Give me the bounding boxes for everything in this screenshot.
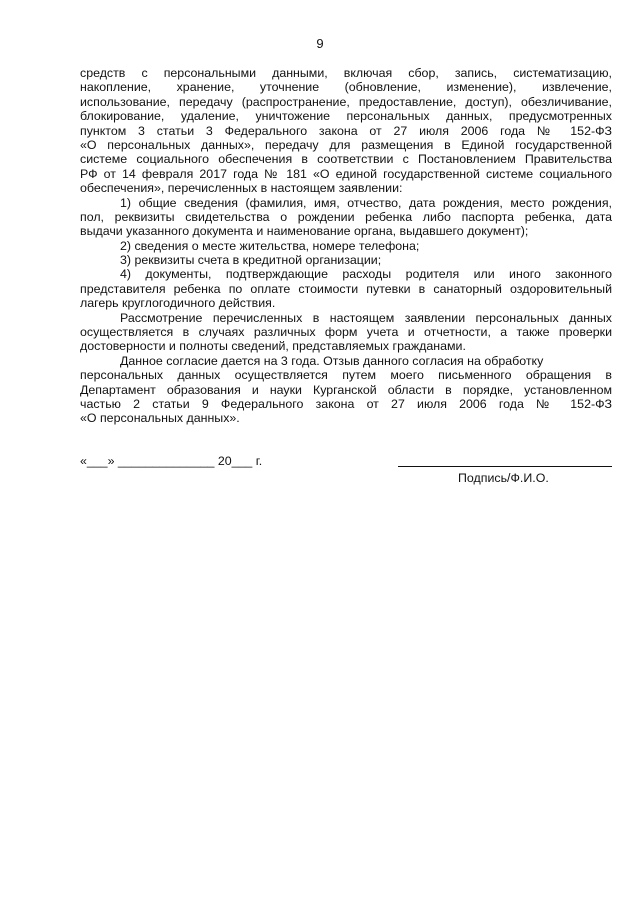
consent-body-text — [80, 66, 612, 426]
text-line: средств с персональными данными, включая сбор, запись, систематизацию, — [80, 66, 612, 80]
page-number: 9 — [316, 36, 324, 51]
text-line: частью 2 статьи 9 Федерального закона от 27 июля 2006 года № 152-ФЗ — [80, 396, 612, 411]
list-item-documents: 4) документы, подтверждающие расходы родителя или иного законного — [120, 267, 612, 282]
text-line: Департамент образования и науки Курганской области в порядке, установленном — [80, 382, 612, 397]
text-line: выдачи указанного документа и наименование органа, выдавшего документ); — [80, 224, 529, 239]
list-item-bank-account: 3) реквизиты счета в кредитной организации; — [120, 253, 382, 268]
paragraph-review: Рассмотрение перечисленных в настоящем заявлении персональных данных — [120, 310, 612, 325]
text-line: накопление, хранение, уточнение (обновление, изменение), извлечение, — [80, 80, 612, 95]
date-field: «___» ______________ 20___ г. — [80, 454, 263, 468]
text-line: пунктом 3 статьи 3 Федерального закона от 27 июля 2006 года № 152-ФЗ — [80, 123, 612, 138]
text-line: пол, реквизиты свидетельства о рождении ребенка либо паспорта ребенка, дата — [80, 209, 612, 224]
text-line: представителя ребенка по оплате стоимости путевки в санаторный оздоровительный — [80, 281, 612, 296]
text-line: осуществляется в случаях различных форм учета и отчетности, а также проверки — [80, 325, 612, 340]
text-line: достоверности и полноты сведений, представляемых гражданами. — [80, 339, 466, 354]
signature-caption: Подпись/Ф.И.О. — [458, 471, 549, 485]
list-item-general-info: 1) общие сведения (фамилия, имя, отчество, дата рождения, место рождения, — [120, 195, 612, 210]
text-line: РФ от 14 февраля 2017 года № 181 «О единой государственной системе социального — [80, 166, 612, 181]
text-line: «О персональных данных». — [80, 411, 240, 426]
text-line: обеспечения», перечисленных в настоящем заявлении: — [80, 181, 403, 196]
text-line: персональных данных осуществляется путем моего письменного обращения в — [80, 368, 612, 383]
text-line: «О персональных данных», передачу для размещения в Единой государственной — [80, 137, 612, 152]
signature-block — [80, 454, 612, 494]
text-line: лагерь круглогодичного действия. — [80, 296, 276, 311]
signature-line — [398, 466, 612, 467]
text-line: использование, передачу (распространение, предоставление, доступ), обезличивание, — [80, 94, 612, 109]
text-line: блокирование, удаление, уничтожение персональных данных, предусмотренных — [80, 109, 612, 124]
paragraph-consent-term: Данное согласие дается на 3 года. Отзыв данного согласия на обработку — [120, 353, 544, 368]
list-item-residence: 2) сведения о месте жительства, номере телефона; — [120, 238, 420, 253]
text-line: системе социального обеспечения в соответствии с Постановлением Правительства — [80, 152, 612, 167]
